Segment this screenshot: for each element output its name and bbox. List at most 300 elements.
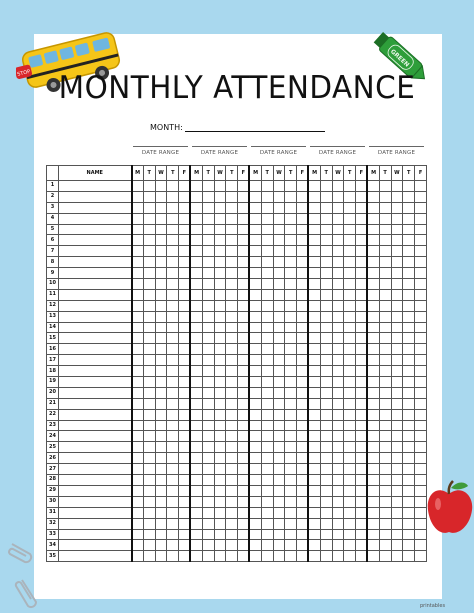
attendance-cell[interactable] [332,235,344,246]
attendance-cell[interactable] [179,387,191,398]
attendance-cell[interactable] [379,202,391,213]
attendance-cell[interactable] [344,496,356,507]
attendance-cell[interactable] [285,224,297,235]
attendance-cell[interactable] [132,453,144,464]
attendance-cell[interactable] [132,540,144,551]
attendance-cell[interactable] [249,409,261,420]
student-name-cell[interactable] [59,289,132,300]
attendance-cell[interactable] [155,213,167,224]
attendance-cell[interactable] [332,442,344,453]
attendance-cell[interactable] [167,268,179,279]
attendance-cell[interactable] [391,409,403,420]
attendance-cell[interactable] [332,464,344,475]
attendance-cell[interactable] [132,507,144,518]
attendance-cell[interactable] [379,496,391,507]
student-name-cell[interactable] [59,311,132,322]
attendance-cell[interactable] [238,551,250,562]
week-1-date-range[interactable] [131,146,190,156]
attendance-cell[interactable] [190,496,202,507]
attendance-cell[interactable] [249,322,261,333]
attendance-cell[interactable] [391,387,403,398]
attendance-cell[interactable] [202,289,214,300]
attendance-cell[interactable] [391,420,403,431]
attendance-cell[interactable] [297,355,309,366]
attendance-cell[interactable] [332,311,344,322]
attendance-cell[interactable] [132,213,144,224]
attendance-cell[interactable] [379,529,391,540]
student-name-cell[interactable] [59,442,132,453]
attendance-cell[interactable] [273,213,285,224]
attendance-cell[interactable] [379,398,391,409]
attendance-cell[interactable] [249,464,261,475]
attendance-cell[interactable] [202,322,214,333]
attendance-cell[interactable] [391,453,403,464]
attendance-cell[interactable] [226,431,238,442]
attendance-cell[interactable] [332,475,344,486]
attendance-cell[interactable] [261,529,273,540]
attendance-cell[interactable] [167,377,179,388]
attendance-cell[interactable] [367,507,379,518]
attendance-cell[interactable] [356,311,368,322]
attendance-cell[interactable] [320,398,332,409]
week-4-date-range[interactable] [308,146,367,156]
attendance-cell[interactable] [155,181,167,192]
attendance-cell[interactable] [179,257,191,268]
attendance-cell[interactable] [238,420,250,431]
attendance-cell[interactable] [273,300,285,311]
attendance-cell[interactable] [273,289,285,300]
attendance-cell[interactable] [214,496,226,507]
student-name-cell[interactable] [59,366,132,377]
attendance-cell[interactable] [155,398,167,409]
attendance-cell[interactable] [344,257,356,268]
attendance-cell[interactable] [391,289,403,300]
attendance-cell[interactable] [344,268,356,279]
attendance-cell[interactable] [167,485,179,496]
attendance-cell[interactable] [167,191,179,202]
attendance-cell[interactable] [379,322,391,333]
attendance-cell[interactable] [320,246,332,257]
attendance-cell[interactable] [285,409,297,420]
attendance-cell[interactable] [356,257,368,268]
attendance-cell[interactable] [308,398,320,409]
attendance-cell[interactable] [356,300,368,311]
attendance-cell[interactable] [238,409,250,420]
attendance-cell[interactable] [297,300,309,311]
attendance-cell[interactable] [202,213,214,224]
student-name-cell[interactable] [59,279,132,290]
attendance-cell[interactable] [391,366,403,377]
attendance-cell[interactable] [285,311,297,322]
attendance-cell[interactable] [249,453,261,464]
attendance-cell[interactable] [226,442,238,453]
attendance-cell[interactable] [261,464,273,475]
attendance-cell[interactable] [344,246,356,257]
attendance-cell[interactable] [143,518,155,529]
attendance-cell[interactable] [332,387,344,398]
attendance-cell[interactable] [190,551,202,562]
attendance-cell[interactable] [273,257,285,268]
attendance-cell[interactable] [403,224,415,235]
attendance-cell[interactable] [238,540,250,551]
attendance-cell[interactable] [214,235,226,246]
attendance-cell[interactable] [403,202,415,213]
attendance-cell[interactable] [179,431,191,442]
attendance-cell[interactable] [226,496,238,507]
attendance-cell[interactable] [308,191,320,202]
attendance-cell[interactable] [167,246,179,257]
attendance-cell[interactable] [308,322,320,333]
attendance-cell[interactable] [261,442,273,453]
attendance-cell[interactable] [320,279,332,290]
attendance-cell[interactable] [273,518,285,529]
attendance-cell[interactable] [214,224,226,235]
attendance-cell[interactable] [249,431,261,442]
attendance-cell[interactable] [403,431,415,442]
attendance-cell[interactable] [167,235,179,246]
attendance-cell[interactable] [332,300,344,311]
attendance-cell[interactable] [155,420,167,431]
attendance-cell[interactable] [143,551,155,562]
attendance-cell[interactable] [320,355,332,366]
attendance-cell[interactable] [332,377,344,388]
attendance-cell[interactable] [202,540,214,551]
attendance-cell[interactable] [332,529,344,540]
attendance-cell[interactable] [379,300,391,311]
attendance-cell[interactable] [403,496,415,507]
attendance-cell[interactable] [415,224,427,235]
attendance-cell[interactable] [356,398,368,409]
attendance-cell[interactable] [391,322,403,333]
attendance-cell[interactable] [190,475,202,486]
attendance-cell[interactable] [403,279,415,290]
attendance-cell[interactable] [356,181,368,192]
attendance-cell[interactable] [344,300,356,311]
attendance-cell[interactable] [226,453,238,464]
student-name-cell[interactable] [59,398,132,409]
attendance-cell[interactable] [273,181,285,192]
attendance-cell[interactable] [261,366,273,377]
attendance-cell[interactable] [332,257,344,268]
attendance-cell[interactable] [356,322,368,333]
attendance-cell[interactable] [308,202,320,213]
attendance-cell[interactable] [261,485,273,496]
attendance-cell[interactable] [332,518,344,529]
attendance-cell[interactable] [297,213,309,224]
attendance-cell[interactable] [143,279,155,290]
attendance-cell[interactable] [391,540,403,551]
attendance-cell[interactable] [403,246,415,257]
attendance-cell[interactable] [226,202,238,213]
attendance-cell[interactable] [179,322,191,333]
attendance-cell[interactable] [415,268,427,279]
attendance-cell[interactable] [132,496,144,507]
attendance-cell[interactable] [379,377,391,388]
attendance-cell[interactable] [143,311,155,322]
attendance-cell[interactable] [179,475,191,486]
attendance-cell[interactable] [155,289,167,300]
attendance-cell[interactable] [297,344,309,355]
student-name-cell[interactable] [59,529,132,540]
attendance-cell[interactable] [308,431,320,442]
attendance-cell[interactable] [332,409,344,420]
attendance-cell[interactable] [155,311,167,322]
attendance-cell[interactable] [249,551,261,562]
attendance-cell[interactable] [238,355,250,366]
attendance-cell[interactable] [273,191,285,202]
attendance-cell[interactable] [155,333,167,344]
attendance-cell[interactable] [249,387,261,398]
attendance-cell[interactable] [155,224,167,235]
attendance-cell[interactable] [379,257,391,268]
attendance-cell[interactable] [238,235,250,246]
attendance-cell[interactable] [226,191,238,202]
attendance-cell[interactable] [261,496,273,507]
attendance-cell[interactable] [332,551,344,562]
attendance-cell[interactable] [167,442,179,453]
attendance-cell[interactable] [332,213,344,224]
attendance-cell[interactable] [320,464,332,475]
attendance-cell[interactable] [391,235,403,246]
attendance-cell[interactable] [143,366,155,377]
attendance-cell[interactable] [249,475,261,486]
attendance-cell[interactable] [143,202,155,213]
attendance-cell[interactable] [155,529,167,540]
attendance-cell[interactable] [214,311,226,322]
attendance-cell[interactable] [214,366,226,377]
attendance-cell[interactable] [344,551,356,562]
attendance-cell[interactable] [367,387,379,398]
attendance-cell[interactable] [273,409,285,420]
attendance-cell[interactable] [332,398,344,409]
attendance-cell[interactable] [238,475,250,486]
attendance-cell[interactable] [143,181,155,192]
attendance-cell[interactable] [308,300,320,311]
attendance-cell[interactable] [261,224,273,235]
attendance-cell[interactable] [261,311,273,322]
attendance-cell[interactable] [285,551,297,562]
attendance-cell[interactable] [249,213,261,224]
attendance-cell[interactable] [214,398,226,409]
attendance-cell[interactable] [367,279,379,290]
attendance-cell[interactable] [356,420,368,431]
attendance-cell[interactable] [214,333,226,344]
attendance-cell[interactable] [155,507,167,518]
attendance-cell[interactable] [391,518,403,529]
attendance-cell[interactable] [273,344,285,355]
attendance-cell[interactable] [344,464,356,475]
student-name-cell[interactable] [59,322,132,333]
attendance-cell[interactable] [332,355,344,366]
attendance-cell[interactable] [155,518,167,529]
attendance-cell[interactable] [179,551,191,562]
attendance-cell[interactable] [202,518,214,529]
attendance-cell[interactable] [308,377,320,388]
student-name-cell[interactable] [59,300,132,311]
attendance-cell[interactable] [214,431,226,442]
attendance-cell[interactable] [202,181,214,192]
attendance-cell[interactable] [190,344,202,355]
attendance-cell[interactable] [214,464,226,475]
attendance-cell[interactable] [226,420,238,431]
attendance-cell[interactable] [132,387,144,398]
attendance-cell[interactable] [238,453,250,464]
attendance-cell[interactable] [273,311,285,322]
attendance-cell[interactable] [249,191,261,202]
attendance-cell[interactable] [202,377,214,388]
attendance-cell[interactable] [332,507,344,518]
attendance-cell[interactable] [308,518,320,529]
attendance-cell[interactable] [143,387,155,398]
attendance-cell[interactable] [179,540,191,551]
attendance-cell[interactable] [308,289,320,300]
attendance-cell[interactable] [167,507,179,518]
student-name-cell[interactable] [59,475,132,486]
attendance-cell[interactable] [249,181,261,192]
attendance-cell[interactable] [179,442,191,453]
attendance-cell[interactable] [403,420,415,431]
attendance-cell[interactable] [226,387,238,398]
attendance-cell[interactable] [403,257,415,268]
attendance-cell[interactable] [391,355,403,366]
attendance-cell[interactable] [332,366,344,377]
attendance-cell[interactable] [249,333,261,344]
attendance-cell[interactable] [167,311,179,322]
attendance-cell[interactable] [238,496,250,507]
attendance-cell[interactable] [379,333,391,344]
attendance-cell[interactable] [273,551,285,562]
attendance-cell[interactable] [190,268,202,279]
attendance-cell[interactable] [297,387,309,398]
attendance-cell[interactable] [179,507,191,518]
attendance-cell[interactable] [179,235,191,246]
attendance-cell[interactable] [344,289,356,300]
attendance-cell[interactable] [415,202,427,213]
attendance-cell[interactable] [249,279,261,290]
attendance-cell[interactable] [391,398,403,409]
attendance-cell[interactable] [179,300,191,311]
attendance-cell[interactable] [297,529,309,540]
attendance-cell[interactable] [155,246,167,257]
attendance-cell[interactable] [379,453,391,464]
attendance-cell[interactable] [226,181,238,192]
attendance-cell[interactable] [367,300,379,311]
attendance-cell[interactable] [143,246,155,257]
attendance-cell[interactable] [403,442,415,453]
attendance-cell[interactable] [285,344,297,355]
attendance-cell[interactable] [132,442,144,453]
attendance-cell[interactable] [367,540,379,551]
attendance-cell[interactable] [226,518,238,529]
attendance-cell[interactable] [367,181,379,192]
attendance-cell[interactable] [167,224,179,235]
attendance-cell[interactable] [238,322,250,333]
attendance-cell[interactable] [344,235,356,246]
attendance-cell[interactable] [214,191,226,202]
attendance-cell[interactable] [391,333,403,344]
attendance-cell[interactable] [249,311,261,322]
attendance-cell[interactable] [297,453,309,464]
attendance-cell[interactable] [179,224,191,235]
attendance-cell[interactable] [238,464,250,475]
attendance-cell[interactable] [403,191,415,202]
attendance-cell[interactable] [285,442,297,453]
attendance-cell[interactable] [403,529,415,540]
attendance-cell[interactable] [308,529,320,540]
attendance-cell[interactable] [238,257,250,268]
attendance-cell[interactable] [132,529,144,540]
attendance-cell[interactable] [155,257,167,268]
attendance-cell[interactable] [415,431,427,442]
attendance-cell[interactable] [249,485,261,496]
attendance-cell[interactable] [356,464,368,475]
attendance-cell[interactable] [202,268,214,279]
attendance-cell[interactable] [415,311,427,322]
attendance-cell[interactable] [238,442,250,453]
student-name-cell[interactable] [59,344,132,355]
attendance-cell[interactable] [273,322,285,333]
attendance-cell[interactable] [190,279,202,290]
attendance-cell[interactable] [155,485,167,496]
attendance-cell[interactable] [379,366,391,377]
attendance-cell[interactable] [344,202,356,213]
attendance-cell[interactable] [344,540,356,551]
attendance-cell[interactable] [143,257,155,268]
attendance-cell[interactable] [273,485,285,496]
attendance-cell[interactable] [320,485,332,496]
attendance-cell[interactable] [155,442,167,453]
attendance-cell[interactable] [332,202,344,213]
attendance-cell[interactable] [226,464,238,475]
attendance-cell[interactable] [367,355,379,366]
attendance-cell[interactable] [320,442,332,453]
attendance-cell[interactable] [356,507,368,518]
attendance-cell[interactable] [167,453,179,464]
attendance-cell[interactable] [214,344,226,355]
attendance-cell[interactable] [308,246,320,257]
attendance-cell[interactable] [155,409,167,420]
attendance-cell[interactable] [226,355,238,366]
attendance-cell[interactable] [214,551,226,562]
attendance-cell[interactable] [403,300,415,311]
attendance-cell[interactable] [179,213,191,224]
attendance-cell[interactable] [202,344,214,355]
attendance-cell[interactable] [167,540,179,551]
attendance-cell[interactable] [167,181,179,192]
student-name-cell[interactable] [59,420,132,431]
attendance-cell[interactable] [226,311,238,322]
attendance-cell[interactable] [403,355,415,366]
attendance-cell[interactable] [190,181,202,192]
attendance-cell[interactable] [367,529,379,540]
attendance-cell[interactable] [285,279,297,290]
student-name-cell[interactable] [59,191,132,202]
attendance-cell[interactable] [320,235,332,246]
attendance-cell[interactable] [344,431,356,442]
attendance-cell[interactable] [143,485,155,496]
student-name-cell[interactable] [59,485,132,496]
attendance-cell[interactable] [356,213,368,224]
attendance-cell[interactable] [379,420,391,431]
attendance-cell[interactable] [238,191,250,202]
attendance-cell[interactable] [143,507,155,518]
attendance-cell[interactable] [179,181,191,192]
attendance-cell[interactable] [344,475,356,486]
attendance-cell[interactable] [143,431,155,442]
attendance-cell[interactable] [320,420,332,431]
attendance-cell[interactable] [226,322,238,333]
attendance-cell[interactable] [273,529,285,540]
